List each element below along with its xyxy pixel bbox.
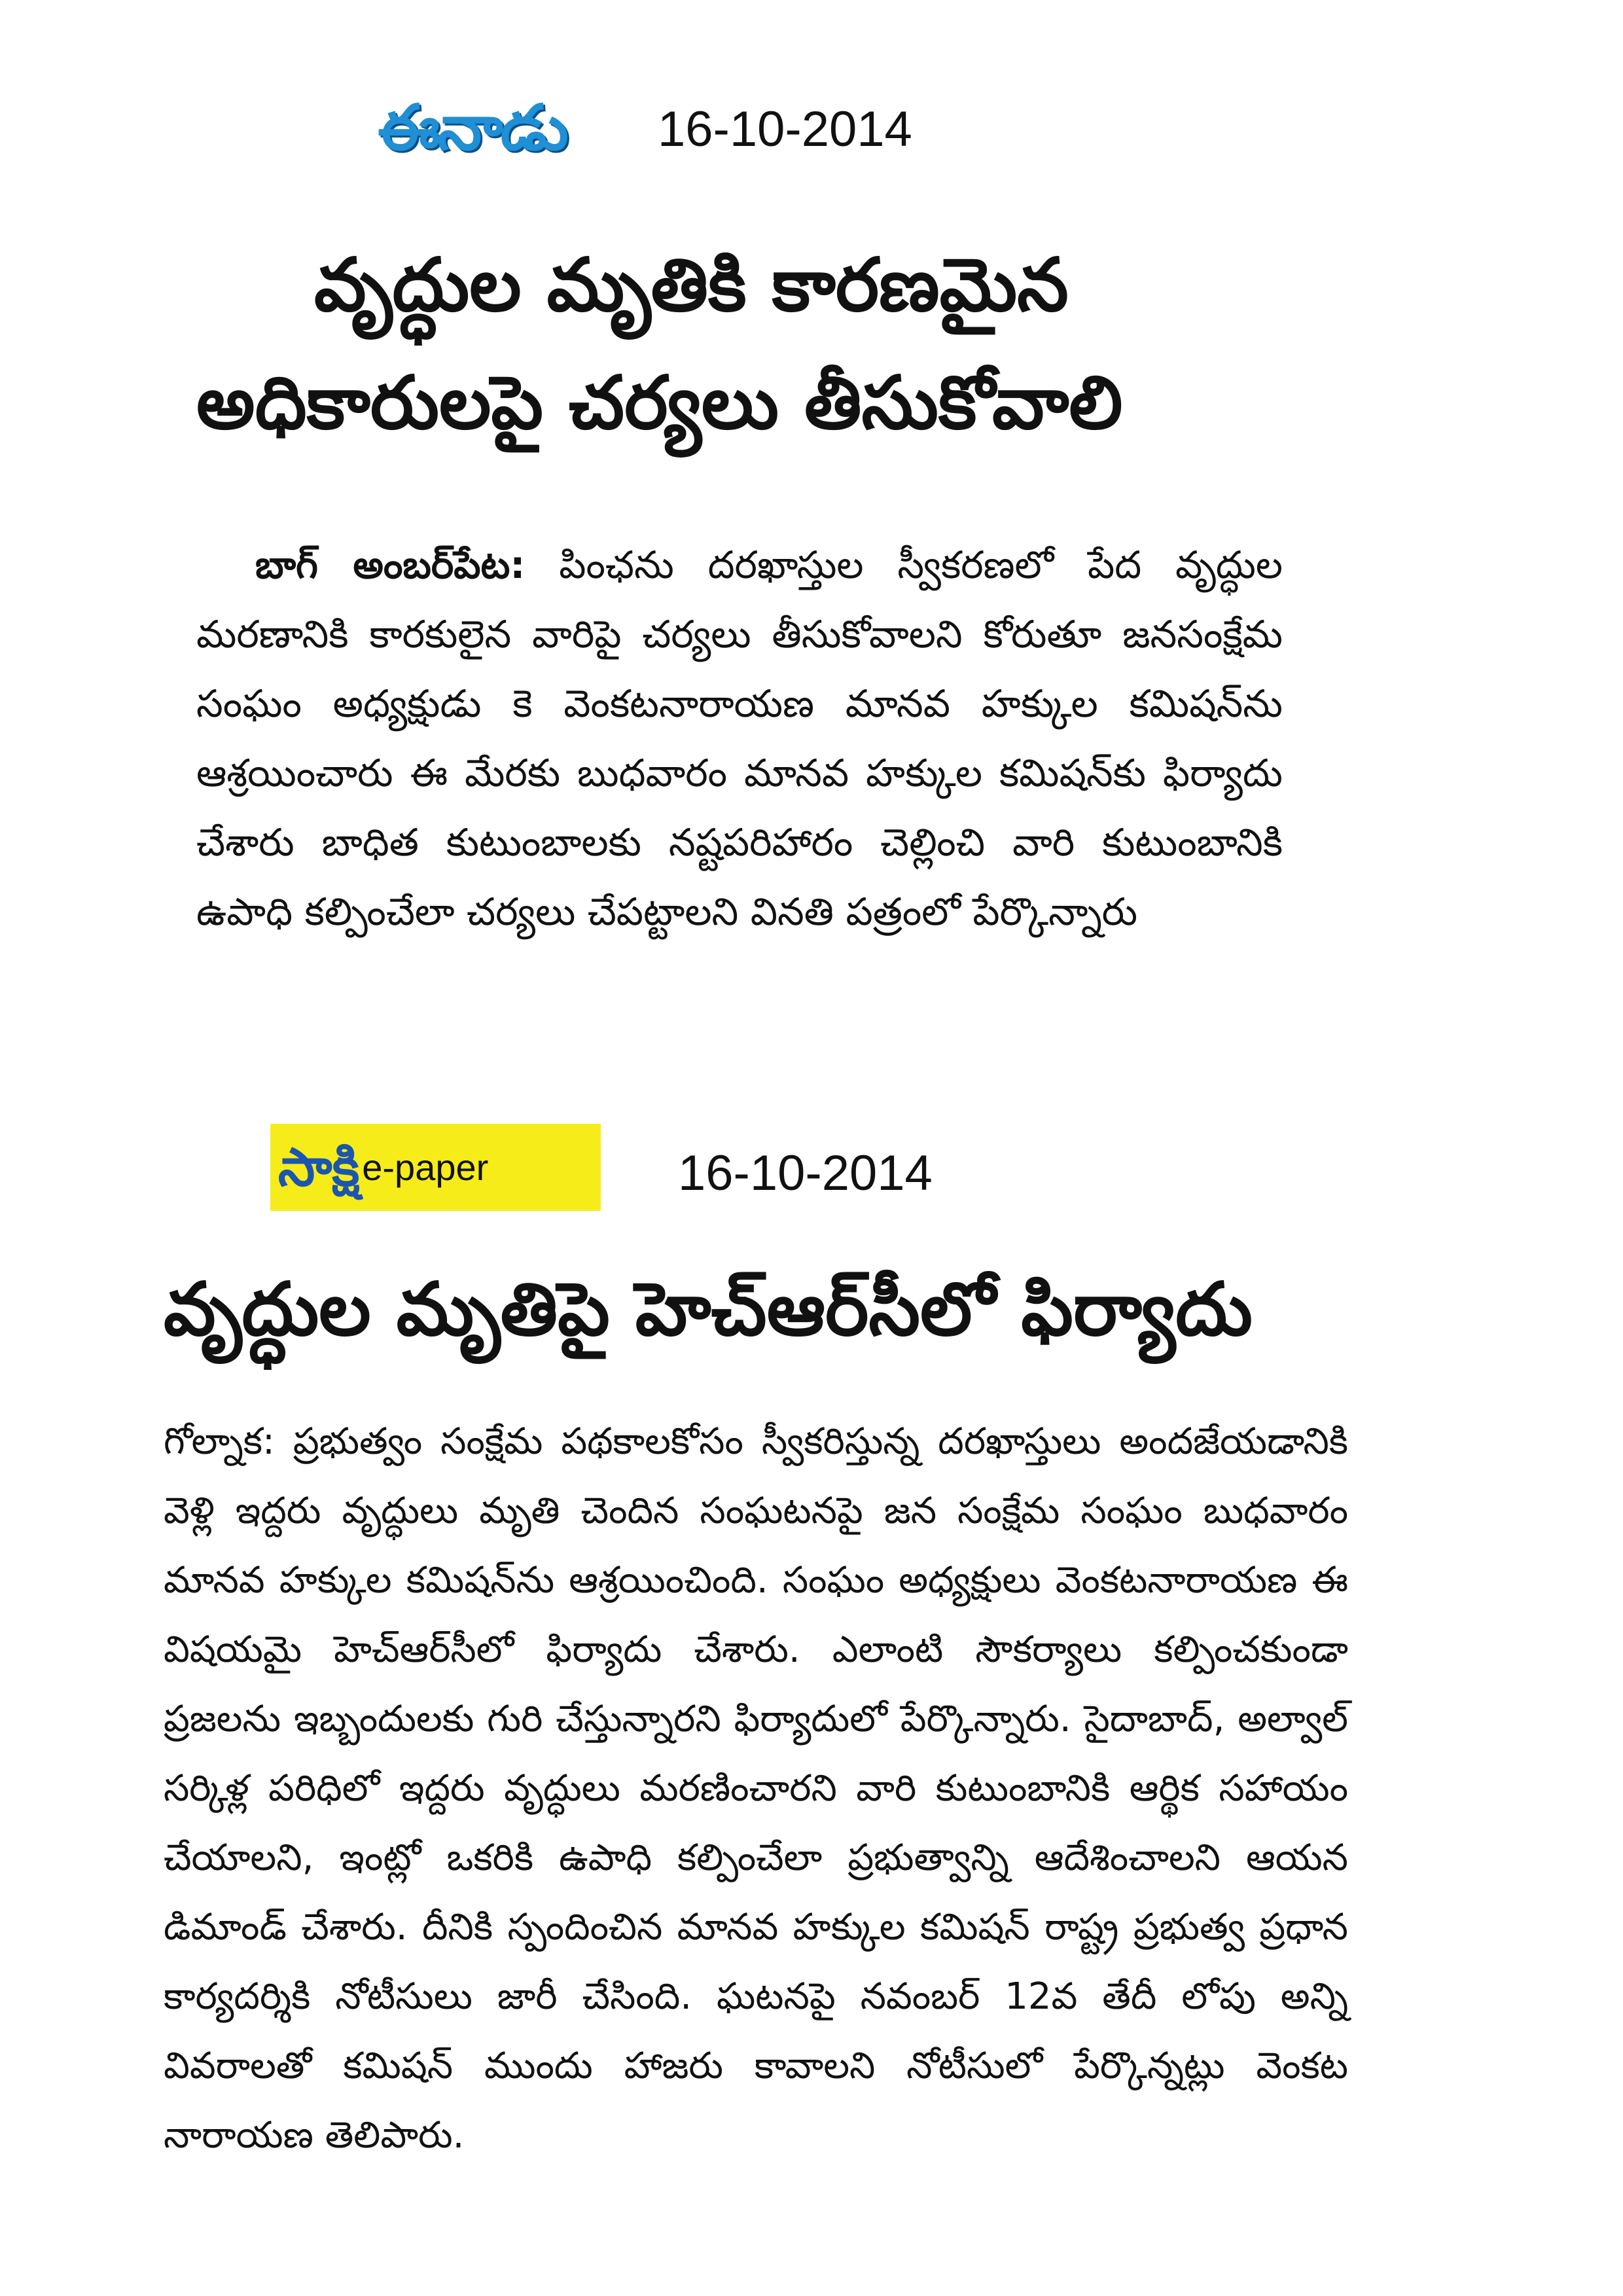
eenadu-logo [338, 92, 606, 164]
eenadu-headline-line1: వృద్ధుల మృతికి కారణమైన [314, 243, 1069, 328]
eenadu-headline-line2: అధికారులపై చర్యలు తీసుకోవాలి [196, 361, 1123, 446]
eenadu-date: 16-10-2014 [658, 101, 912, 157]
sakshi-epaper-logo [270, 1124, 601, 1211]
eenadu-article-body [196, 530, 1283, 946]
eenadu-dateline: బాగ్ అంబర్‌పేట: [255, 543, 526, 587]
sakshi-logo-tag: e-paper [362, 1146, 489, 1188]
sakshi-article-body: గోల్నాక: ప్రభుత్వం సంక్షేమ పథకాలకోసం స్వీకరిస్తున్న దరఖాస్తులు అందజేయడానికి వెళ్లి ఇద్దరు వృద్ధులు మృతి చెందిన సంఘటనపై జన సంక్షేమ సంఘం బుధవారం మానవ హక్కుల కమిషన్‌ను ఆశ్రయించింది. సంఘం అధ్యక్షులు వెంకటనారాయణ ఈ విషయమై హెచ్‌ఆర్‌సీలో ఫిర్యాదు చేశారు. ఎలాంటి సౌకర్యాలు కల్పించకుండా ప్రజలను ఇబ్బందులకు గురి చేస్తున్నారని ఫిర్యాదులో పేర్కొన్నారు. సైదాబాద్, అల్వాల్ సర్కిళ్ల పరిధిలో ఇద్దరు వృద్ధులు మరణించారని వారి కుటుంబానికి ఆర్థిక సహాయం చేయాలని, ఇంట్లో ఒకరికి ఉపాధి కల్పించేలా ప్రభుత్వాన్ని ఆదేశించాలని ఆయన డిమాండ్ చేశారు. దీనికి స్పందించిన మానవ హక్కుల కమిషన్ రాష్ట్ర ప్రభుత్వ ప్రధాన కార్యదర్శికి నోటీసులు జారీ చేసింది. ఘటనపై నవంబర్ 12వ తేదీ లోపు అన్ని వివరాలతో కమిషన్ ముందు హాజరు కావాలని నోటీసులో పేర్కొన్నట్లు వెంకట నారాయణ తెలిపారు. [164, 1420, 1348, 2157]
sakshi-date: 16-10-2014 [678, 1145, 933, 1201]
eenadu-logo-text: ఈనాడు [378, 91, 566, 164]
sakshi-logo-text: సాక్షి [278, 1136, 360, 1198]
eenadu-article-text: పింఛను దరఖాస్తుల స్వీకరణలో పేద వృద్ధుల మరణానికి కారకులైన వారిపై చర్యలు తీసుకోవాలని కోరుతూ జనసంక్షేమ సంఘం అధ్యక్షుడు కె వెంకటనారాయణ మానవ హక్కుల కమిషన్‌ను ఆశ్రయించారు ఈ మేరకు బుధవారం మానవ హక్కుల కమిషన్‌కు ఫిర్యాదు చేశారు బాధిత కుటుంబాలకు నష్టపరిహారం చెల్లించి వారి కుటుంబానికి ఉపాధి కల్పించేలా చర్యలు చేపట్టాలని వినతి పత్రంలో పేర్కొన్నారు [196, 543, 1283, 934]
sakshi-headline: వృద్ధుల మృతిపై హెచ్‌ఆర్‌సీలో ఫిర్యాదు [164, 1267, 1253, 1352]
